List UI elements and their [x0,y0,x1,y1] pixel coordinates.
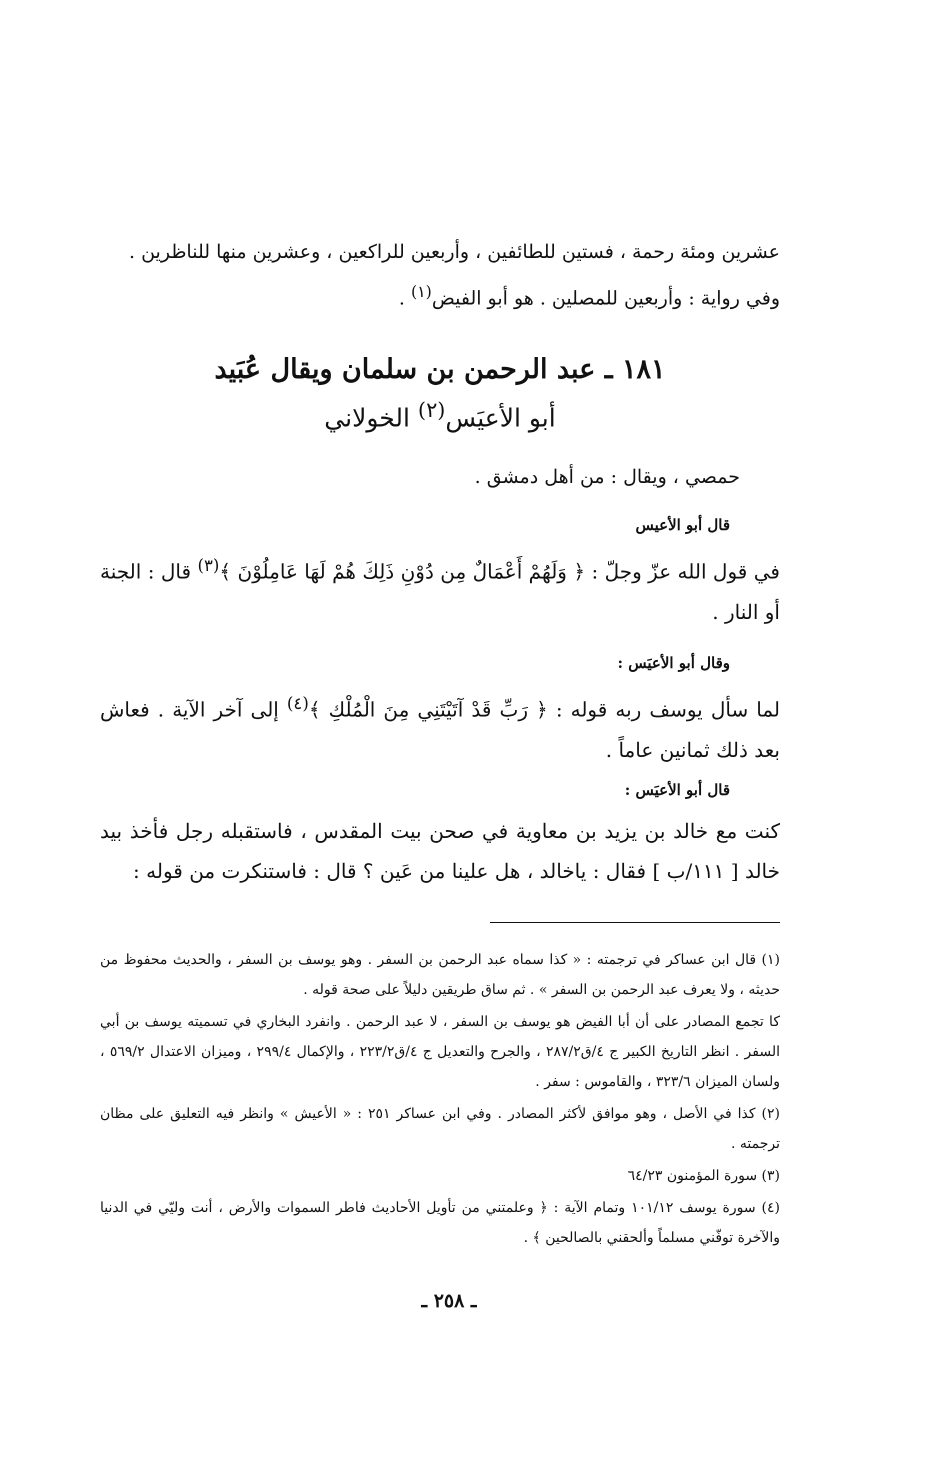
intro-line-1: عشرين ومئة رحمة ، فستين للطائفين ، وأربعين للراكعين ، وعشرين منها للناظرين . [129,241,780,263]
saying-1 [100,512,780,632]
footnote-1: (١) قال ابن عساكر في ترجمته : « كذا سماه عبد الرحمن بن السفر . وهو يوسف بن السفر ، والحديث محفوظ من حديثه ، ولا يعرف عبد الرحمن بن السفر » . ثم ساق طريقين دليلاً على صحة قوله . [100,952,780,998]
saying-text [100,546,780,632]
footnote-ref-4: (٤) [286,694,309,713]
footnote-ref-2: (٢) [417,398,446,422]
saying-heading: قال أبو الأعيس [635,516,730,534]
entry-subtitle [100,390,780,438]
saying-2 [100,650,780,770]
page-number: ـ ٢٥٨ ـ [421,1290,477,1312]
saying-text-b: إلى آخر الآية . فعاش بعد ذلك ثمانين عاماً . [100,697,780,762]
entry-subtitle-name: أبو الأعيَس [445,403,556,433]
footnote-ref-3: (٣) [197,556,220,575]
saying-text-a: كنت مع خالد بن يزيد بن معاوية في صحن بيت المقدس ، فاستقبله رجل فأخذ بيد خالد [ ١١١/ب ] فقال : ياخالد ، هل علينا من عَين ؟ قال : فاستنكرت من قوله : [100,819,780,883]
footnotes [100,945,780,1255]
entry-subtitle-nisba: الخولاني [324,403,418,433]
intro-line-2-text: وفي رواية : وأربعين للمصلين . هو أبو الفيض [431,287,780,310]
footnote-2: (٢) كذا في الأصل ، وهو موافق لأكثر المصادر . وفي ابن عساكر ٢٥١ : « الأعيش » وانظر فيه التعليق على مظان ترجمته . [100,1106,780,1152]
intro-line-2-end: . [398,287,411,310]
saying-text [100,684,780,770]
saying-text-a: لما سأل يوسف ربه قوله : ﴿ رَبِّ قَدْ آتَيْتَنِي مِنَ الْمُلْكِ ﴾ [308,697,781,722]
saying-text [100,811,780,891]
saying-text-a: في قول الله عزّ وجلّ : ﴿ وَلَهُمْ أَعْمَالٌ مِن دُوْنِ ذَلِكَ هُمْ لَهَا عَامِلُوْنَ ﴾ [219,559,780,584]
saying-3 [100,777,780,891]
footnote-ref-1: (١) [410,282,432,301]
entry-title: ١٨١ ـ عبد الرحمن بن سلمان ويقال عُبَيد [214,354,666,385]
footnote-4: (٤) سورة يوسف ١٠١/١٢ وتمام الآية : ﴿ وعلمتني من تأويل الأحاديث فاطر السموات والأرض ، أنت وليّي في الدنيا والآخرة توفّني مسلماً وألحقني بالصالحين ﴾ . [100,1200,780,1246]
footnote-divider [490,922,780,923]
previous-entry-ending [100,232,780,318]
saying-heading: قال أبو الأعيَس : [624,781,730,799]
footnote-1-continued: كا تجمع المصادر على أن أبا الفيض هو يوسف بن السفر ، لا عبد الرحمن . وانفرد البخاري في تسميته يوسف بن أبي السفر . انظر التاريخ الكبير ج ٤/ق٢٨٧/٢ ، والجرح والتعديل ج ٤/ق٢٢٣/٢ ، والإكمال ٢٩٩/٤ ، وميزان الاعتدال ٥٦٩/٢ ، ولسان الميزان ٣٢٣/٦ ، والقاموس : سفر . [100,1014,780,1090]
saying-text-b: قال : الجنة أو النار . [100,559,780,624]
entry-origin: حمصي ، ويقال : من أهل دمشق . [474,466,740,488]
intro-line-2 [100,272,780,318]
saying-heading: وقال أبو الأعيَس : [617,654,730,672]
entry-heading [100,350,780,438]
footnote-3: (٣) سورة المؤمنون ٦٤/٢٣ [627,1168,780,1184]
